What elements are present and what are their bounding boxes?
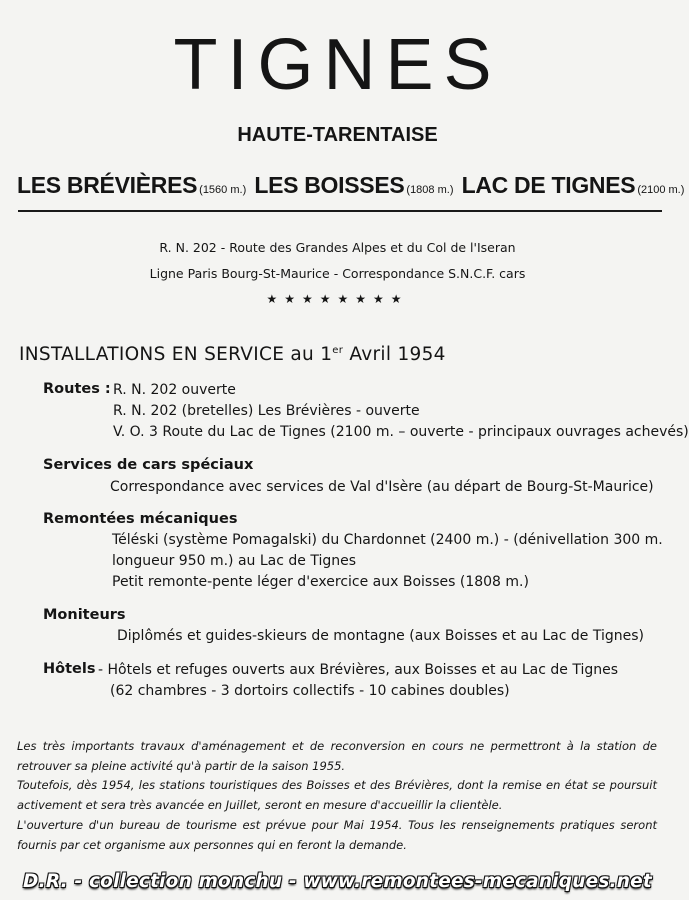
lifts-line: Téléski (système Pomagalski) du Chardonnet (2400 m.) - (dénivellation 300 m. (112, 532, 663, 548)
place-altitude: (1560 m.) (199, 184, 247, 196)
note-paragraph: Les très importants travaux d'aménagement et de reconversion en cours ne permettront à la station de retrouver sa pleine activité qu'à partir de la saison 1955. (17, 739, 657, 773)
place-altitude: (2100 m.) (637, 184, 685, 196)
note-paragraph: Toutefois, dès 1954, les stations touristiques des Boisses et des Brévières, dont la remise en état se poursuit activement et sera très avancée en Juillet, seront en mesure d'accueillir la clientèle. (17, 778, 657, 812)
routes-line: V. O. 3 Route du Lac de Tignes (2100 m. – ouverte - principaux ouvrages achevés) (113, 424, 689, 440)
routes-line: R. N. 202 (bretelles) Les Brévières - ouverte (113, 403, 420, 419)
lifts-line: Petit remonte-pente léger d'exercice aux Boisses (1808 m.) (112, 574, 529, 590)
routes-label: Routes : (43, 381, 111, 397)
hotels-line: - Hôtels et refuges ouverts aux Brévières, aux Boisses et au Lac de Tignes (98, 662, 619, 678)
instructors-line: Diplômés et guides-skieurs de montagne (aux Boisses et au Lac de Tignes) (117, 628, 644, 644)
section-heading (19, 344, 446, 365)
watermark: D.R. - collection monchu - www.remontees-mecaniques.net (23, 871, 652, 892)
star-separator: ★★★★★★★★ (266, 292, 409, 306)
routes-line: R. N. 202 ouverte (113, 382, 236, 398)
divider (18, 210, 662, 212)
cars-label: Services de cars spéciaux (43, 457, 254, 473)
lifts-label: Remontées mécaniques (43, 511, 238, 527)
page-title: TIGNES (173, 25, 502, 105)
place-name: LES BOISSES (254, 172, 405, 198)
lifts-line: longueur 950 m.) au Lac de Tignes (112, 553, 357, 569)
heading-ordinal: er (332, 345, 344, 356)
cars-line: Correspondance avec services de Val d'Isère (au départ de Bourg-St-Maurice) (110, 479, 654, 495)
place-name: LAC DE TIGNES (461, 172, 636, 198)
heading-date: Avril 1954 (343, 344, 446, 365)
subtitle: HAUTE-TARENTAISE (237, 124, 438, 146)
hotels-line: (62 chambres - 3 dortoirs collectifs - 10 cabines doubles) (110, 683, 510, 699)
route-info: R. N. 202 - Route des Grandes Alpes et du Col de l'Iseran (159, 240, 516, 255)
places-line (17, 170, 687, 205)
note-paragraph: L'ouverture d'un bureau de tourisme est prévue pour Mai 1954. Tous les renseignements pratiques seront fournis par cet organisme aux personnes qui en feront la demande. (17, 818, 657, 852)
rail-info: Ligne Paris Bourg-St-Maurice - Correspondance S.N.C.F. cars (149, 266, 526, 281)
place-altitude: (1808 m.) (406, 184, 454, 196)
heading-text: INSTALLATIONS EN SERVICE au 1 (19, 344, 333, 365)
place-name: LES BRÉVIÈRES (17, 172, 198, 198)
hotels-label: Hôtels (43, 661, 96, 677)
instructors-label: Moniteurs (43, 607, 126, 623)
